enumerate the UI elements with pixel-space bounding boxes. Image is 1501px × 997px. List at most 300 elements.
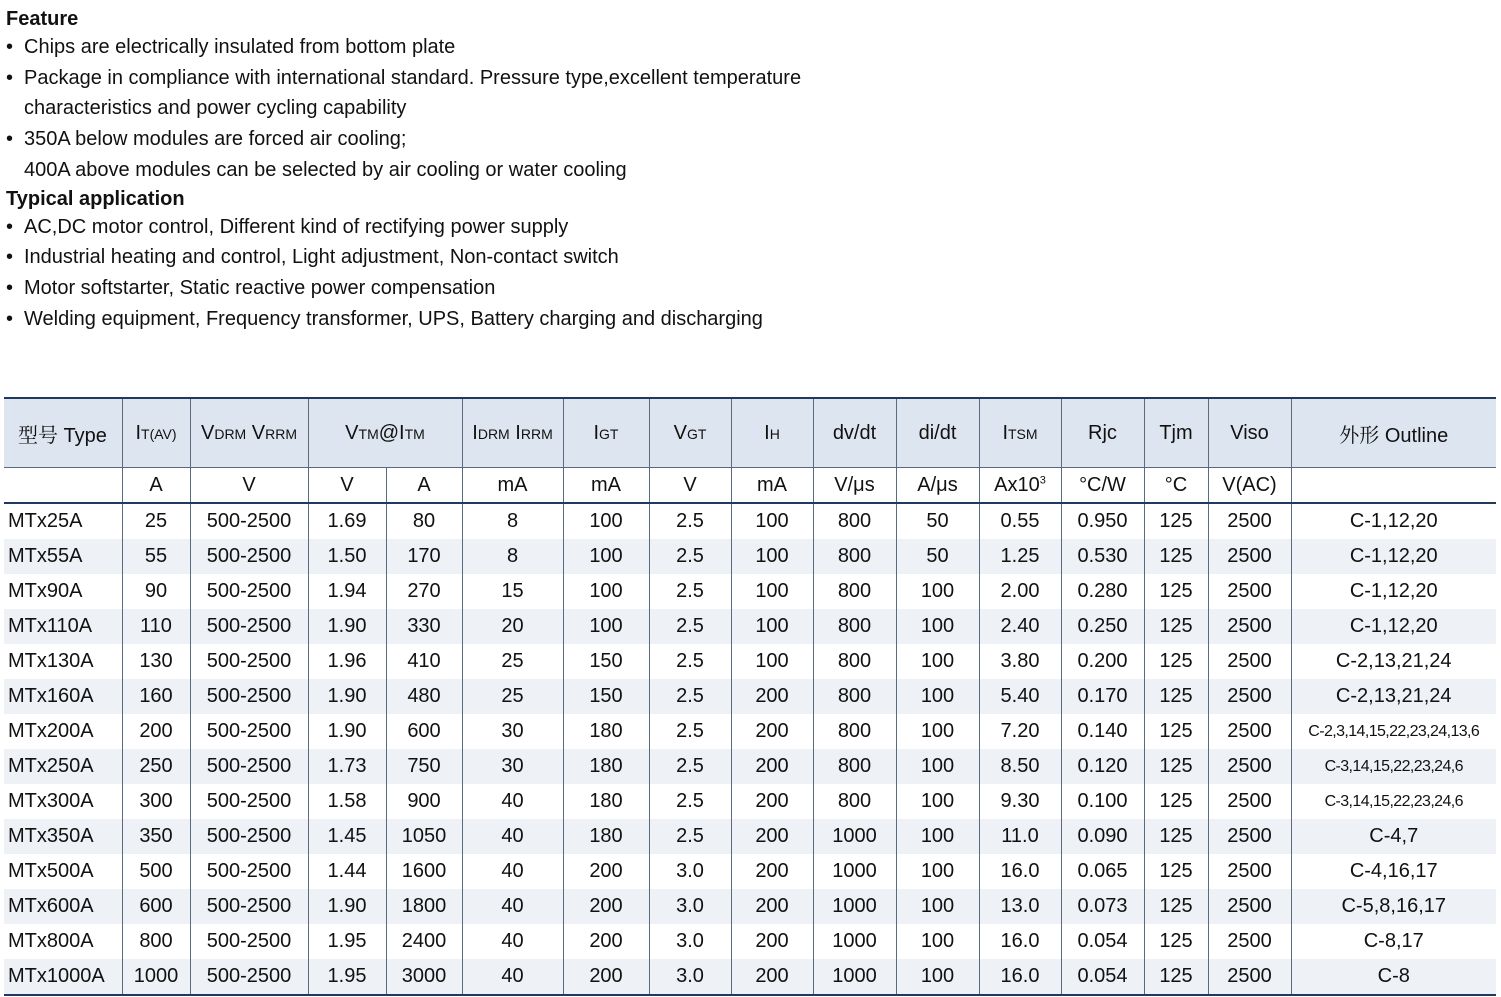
cell-viso: 2500 bbox=[1208, 539, 1291, 574]
table-row bbox=[4, 714, 1496, 749]
header-viso-label: Viso bbox=[1230, 421, 1269, 444]
unit-vgt: V bbox=[649, 468, 731, 504]
spec-table bbox=[4, 397, 1496, 996]
header-vgt-sub: GT bbox=[686, 425, 707, 442]
cell-didt: 100 bbox=[896, 924, 979, 959]
cell-viso: 2500 bbox=[1208, 854, 1291, 889]
cell-itsm: 3.80 bbox=[979, 644, 1061, 679]
cell-dvdt: 800 bbox=[813, 749, 896, 784]
cell-didt: 100 bbox=[896, 959, 979, 995]
cell-rjc: 0.250 bbox=[1061, 609, 1144, 644]
cell-outline: C-1,12,20 bbox=[1291, 574, 1496, 609]
cell-vdrm: 500-2500 bbox=[190, 679, 308, 714]
unit-tjm: °C bbox=[1144, 468, 1208, 504]
cell-igt: 180 bbox=[563, 819, 649, 854]
cell-type: MTx1000A bbox=[4, 959, 122, 995]
cell-type: MTx300A bbox=[8, 790, 94, 812]
header-vtm-main: V bbox=[345, 421, 359, 444]
cell-outline: C-1,12,20 bbox=[1291, 503, 1496, 539]
cell-igt: 200 bbox=[563, 889, 649, 924]
cell-it: 600 bbox=[122, 889, 190, 924]
cell-it: 160 bbox=[122, 679, 190, 714]
unit-itsm-exp: 3 bbox=[1039, 473, 1046, 486]
cell-ih: 200 bbox=[731, 959, 813, 995]
cell-ih: 200 bbox=[731, 679, 813, 714]
feature-item-line: Chips are electrically insulated from bottom plate bbox=[24, 36, 456, 58]
cell-rjc: 0.950 bbox=[1061, 503, 1144, 539]
cell-itm: 80 bbox=[386, 503, 462, 539]
cell-idrm: 25 bbox=[462, 644, 563, 679]
cell-vgt: 2.5 bbox=[649, 644, 731, 679]
cell-tjm: 125 bbox=[1144, 784, 1208, 819]
cell-tjm: 125 bbox=[1144, 854, 1208, 889]
header-at: @ bbox=[378, 421, 400, 444]
cell-viso: 2500 bbox=[1208, 609, 1291, 644]
cell-tjm: 125 bbox=[1144, 889, 1208, 924]
cell-itm: 1800 bbox=[386, 889, 462, 924]
header-vgt-main: V bbox=[673, 421, 687, 444]
cell-didt: 100 bbox=[896, 609, 979, 644]
cell-tjm: 125 bbox=[1144, 714, 1208, 749]
cell-tjm: 125 bbox=[1144, 749, 1208, 784]
header-idrm-main: I bbox=[472, 421, 478, 444]
cell-tjm: 125 bbox=[1144, 819, 1208, 854]
cell-dvdt: 1000 bbox=[813, 819, 896, 854]
feature-item-line: Package in compliance with international standard. Pressure type,excellent temperature bbox=[24, 66, 802, 89]
cell-ih: 100 bbox=[731, 574, 813, 609]
cell-vgt: 2.5 bbox=[649, 609, 731, 644]
cell-itsm: 7.20 bbox=[979, 714, 1061, 749]
cell-vgt: 3.0 bbox=[649, 924, 731, 959]
cell-vtm: 1.69 bbox=[308, 503, 386, 539]
cell-vgt: 3.0 bbox=[649, 854, 731, 889]
cell-idrm: 40 bbox=[462, 924, 563, 959]
cell-vtm: 1.58 bbox=[308, 784, 386, 819]
cell-it: 350 bbox=[122, 819, 190, 854]
cell-vtm: 1.90 bbox=[308, 679, 386, 714]
cell-dvdt: 800 bbox=[813, 574, 896, 609]
cell-itsm: 11.0 bbox=[979, 819, 1061, 854]
cell-itm: 600 bbox=[386, 714, 462, 749]
cell-viso: 2500 bbox=[1208, 749, 1291, 784]
cell-vgt: 2.5 bbox=[649, 539, 731, 574]
cell-viso: 2500 bbox=[1208, 819, 1291, 854]
cell-tjm: 125 bbox=[1144, 539, 1208, 574]
cell-dvdt: 800 bbox=[813, 609, 896, 644]
header-itm-sub: TM bbox=[404, 425, 425, 442]
table-row bbox=[4, 924, 1496, 959]
header-ih bbox=[731, 398, 813, 468]
cell-vdrm: 500-2500 bbox=[190, 644, 308, 679]
cell-vtm: 1.45 bbox=[308, 819, 386, 854]
application-item: • AC,DC motor control, Different kind of rectifying power supply bbox=[6, 212, 906, 243]
header-outline bbox=[1291, 398, 1496, 468]
cell-itsm: 16.0 bbox=[979, 854, 1061, 889]
unit-igt: mA bbox=[563, 468, 649, 504]
cell-dvdt: 800 bbox=[813, 503, 896, 539]
cell-vdrm: 500-2500 bbox=[190, 714, 308, 749]
cell-vtm: 1.90 bbox=[308, 714, 386, 749]
cell-idrm: 8 bbox=[462, 539, 563, 574]
cell-vdrm: 500-2500 bbox=[190, 924, 308, 959]
cell-type: MTx160A bbox=[4, 679, 122, 714]
cell-igt: 100 bbox=[563, 539, 649, 574]
cell-igt: 150 bbox=[563, 644, 649, 679]
unit-vdrm: V bbox=[190, 468, 308, 504]
spec-table-body bbox=[4, 503, 1496, 995]
cell-igt: 150 bbox=[563, 679, 649, 714]
cell-type: MTx110A bbox=[4, 609, 122, 644]
table-row bbox=[4, 539, 1496, 574]
cell-outline: C-4,7 bbox=[1291, 819, 1496, 854]
header-ih-main: I bbox=[764, 421, 770, 444]
cell-dvdt: 1000 bbox=[813, 959, 896, 995]
cell-rjc: 0.054 bbox=[1061, 924, 1144, 959]
cell-igt: 180 bbox=[563, 784, 649, 819]
cell-dvdt: 1000 bbox=[813, 854, 896, 889]
table-row bbox=[4, 644, 1496, 679]
header-itsm-main: I bbox=[1002, 421, 1008, 444]
feature-item-line: 350A below modules are forced air cooling; bbox=[24, 128, 407, 151]
cell-vtm: 1.73 bbox=[308, 749, 386, 784]
cell-dvdt: 800 bbox=[813, 714, 896, 749]
cell-idrm: 40 bbox=[462, 889, 563, 924]
cell-itm: 900 bbox=[386, 784, 462, 819]
cell-didt: 100 bbox=[896, 819, 979, 854]
intro-section bbox=[6, 6, 906, 334]
cell-type: MTx200A bbox=[8, 720, 94, 742]
cell-tjm: 125 bbox=[1144, 924, 1208, 959]
table-row bbox=[4, 889, 1496, 924]
table-row bbox=[4, 679, 1496, 714]
cell-itsm: 0.55 bbox=[979, 503, 1061, 539]
table-row bbox=[4, 784, 1496, 819]
cell-didt: 100 bbox=[896, 854, 979, 889]
cell-type: MTx130A bbox=[8, 650, 94, 672]
header-itm-main: I bbox=[399, 421, 405, 444]
cell-vdrm: 500-2500 bbox=[190, 784, 308, 819]
cell-igt: 100 bbox=[563, 574, 649, 609]
cell-idrm: 25 bbox=[462, 679, 563, 714]
application-list bbox=[6, 212, 906, 335]
cell-vgt: 2.5 bbox=[649, 679, 731, 714]
cell-rjc: 0.200 bbox=[1061, 644, 1144, 679]
table-row bbox=[4, 503, 1496, 539]
cell-dvdt: 1000 bbox=[813, 924, 896, 959]
header-dvdt bbox=[813, 398, 896, 468]
cell-ih: 100 bbox=[731, 644, 813, 679]
cell-type: MTx350A bbox=[4, 819, 122, 854]
cell-itm: 1600 bbox=[386, 854, 462, 889]
cell-itsm: 9.30 bbox=[979, 784, 1061, 819]
header-vtm-itm bbox=[308, 398, 462, 468]
application-item: • Welding equipment, Frequency transformer, UPS, Battery charging and discharging bbox=[6, 304, 906, 335]
feature-item-line: characteristics and power cycling capability bbox=[24, 97, 407, 120]
unit-vtm: V bbox=[308, 468, 386, 504]
header-itsm bbox=[979, 398, 1061, 468]
cell-tjm: 125 bbox=[1144, 609, 1208, 644]
cell-vgt: 2.5 bbox=[649, 574, 731, 609]
header-vgt bbox=[649, 398, 731, 468]
cell-didt: 100 bbox=[896, 784, 979, 819]
cell-itsm: 13.0 bbox=[979, 889, 1061, 924]
header-dvdt-label: dv/dt bbox=[832, 421, 877, 444]
cell-vdrm: 500-2500 bbox=[190, 574, 308, 609]
cell-rjc: 0.280 bbox=[1061, 574, 1144, 609]
cell-ih: 100 bbox=[731, 503, 813, 539]
cell-itm: 2400 bbox=[386, 924, 462, 959]
feature-list bbox=[6, 32, 906, 186]
unit-rjc: °C/W bbox=[1061, 468, 1144, 504]
header-irrm-main: I bbox=[515, 421, 521, 444]
cell-type: MTx800A bbox=[8, 930, 94, 952]
cell-vgt: 3.0 bbox=[649, 889, 731, 924]
cell-igt: 100 bbox=[563, 609, 649, 644]
cell-viso: 2500 bbox=[1208, 503, 1291, 539]
cell-outline: C-8,17 bbox=[1291, 924, 1496, 959]
cell-rjc: 0.530 bbox=[1061, 539, 1144, 574]
cell-ih: 200 bbox=[731, 889, 813, 924]
header-type-label: 型号 Type bbox=[18, 424, 107, 447]
feature-item bbox=[6, 124, 906, 185]
cell-it: 110 bbox=[122, 609, 190, 644]
cell-it: 1000 bbox=[122, 959, 190, 995]
header-idrm-sub: DRM bbox=[477, 425, 510, 442]
table-row bbox=[4, 959, 1496, 995]
cell-viso: 2500 bbox=[1208, 644, 1291, 679]
unit-idrm: mA bbox=[462, 468, 563, 504]
cell-vgt: 2.5 bbox=[649, 749, 731, 784]
table-row bbox=[4, 749, 1496, 784]
cell-itm: 170 bbox=[386, 539, 462, 574]
cell-outline: C-1,12,20 bbox=[1291, 539, 1496, 574]
unit-type bbox=[4, 468, 122, 504]
cell-outline: C-2,13,21,24 bbox=[1291, 644, 1496, 679]
cell-outline: C-5,8,16,17 bbox=[1291, 889, 1496, 924]
unit-didt: A/μs bbox=[896, 468, 979, 504]
header-it-sub: T(AV) bbox=[141, 425, 177, 442]
cell-ih: 200 bbox=[731, 854, 813, 889]
cell-igt: 200 bbox=[563, 924, 649, 959]
units-row bbox=[4, 468, 1496, 504]
cell-vdrm: 500-2500 bbox=[190, 609, 308, 644]
cell-didt: 100 bbox=[896, 889, 979, 924]
cell-igt: 180 bbox=[563, 749, 649, 784]
cell-type: MTx55A bbox=[4, 539, 122, 574]
cell-vgt: 2.5 bbox=[649, 819, 731, 854]
header-idrm-irrm bbox=[462, 398, 563, 468]
cell-tjm: 125 bbox=[1144, 959, 1208, 995]
cell-didt: 100 bbox=[896, 679, 979, 714]
header-vtm-sub: TM bbox=[358, 425, 379, 442]
cell-didt: 100 bbox=[896, 714, 979, 749]
cell-ih: 100 bbox=[731, 609, 813, 644]
cell-itm: 480 bbox=[386, 679, 462, 714]
cell-it: 300 bbox=[122, 784, 190, 819]
cell-outline: C-8 bbox=[1291, 959, 1496, 995]
header-didt bbox=[896, 398, 979, 468]
cell-outline: C-3,14,15,22,23,24,6 bbox=[1291, 784, 1496, 819]
cell-itsm: 16.0 bbox=[979, 959, 1061, 995]
cell-vtm: 1.95 bbox=[308, 959, 386, 995]
cell-rjc: 0.073 bbox=[1061, 889, 1144, 924]
feature-item bbox=[6, 32, 906, 63]
cell-vgt: 2.5 bbox=[649, 784, 731, 819]
cell-rjc: 0.170 bbox=[1061, 679, 1144, 714]
cell-vtm: 1.90 bbox=[308, 889, 386, 924]
cell-didt: 100 bbox=[896, 644, 979, 679]
cell-it: 500 bbox=[122, 854, 190, 889]
unit-itm: A bbox=[386, 468, 462, 504]
cell-vgt: 3.0 bbox=[649, 959, 731, 995]
cell-viso: 2500 bbox=[1208, 574, 1291, 609]
header-type bbox=[4, 398, 122, 468]
cell-itm: 330 bbox=[386, 609, 462, 644]
unit-viso: V(AC) bbox=[1208, 468, 1291, 504]
header-rjc-label: Rjc bbox=[1088, 421, 1117, 444]
feature-heading: Feature bbox=[6, 8, 79, 30]
cell-dvdt: 800 bbox=[813, 784, 896, 819]
header-it-main: I bbox=[135, 421, 142, 444]
cell-vtm: 1.94 bbox=[308, 574, 386, 609]
table-row bbox=[4, 609, 1496, 644]
cell-idrm: 30 bbox=[462, 714, 563, 749]
cell-type: MTx90A bbox=[8, 580, 83, 602]
cell-viso: 2500 bbox=[1208, 889, 1291, 924]
cell-itsm: 5.40 bbox=[979, 679, 1061, 714]
cell-dvdt: 800 bbox=[813, 539, 896, 574]
cell-idrm: 40 bbox=[462, 819, 563, 854]
cell-vdrm: 500-2500 bbox=[190, 503, 308, 539]
cell-didt: 100 bbox=[896, 749, 979, 784]
header-igt bbox=[563, 398, 649, 468]
cell-type: MTx250A bbox=[4, 749, 122, 784]
cell-itsm: 16.0 bbox=[979, 924, 1061, 959]
cell-itm: 750 bbox=[386, 749, 462, 784]
cell-vtm: 1.95 bbox=[308, 924, 386, 959]
cell-outline: C-2,3,14,15,22,23,24,13,6 bbox=[1291, 714, 1496, 749]
header-ih-sub: H bbox=[769, 425, 780, 442]
cell-vtm: 1.44 bbox=[308, 854, 386, 889]
cell-it: 200 bbox=[122, 714, 190, 749]
cell-it: 800 bbox=[122, 924, 190, 959]
header-tjm-label: Tjm bbox=[1159, 421, 1193, 444]
cell-idrm: 20 bbox=[462, 609, 563, 644]
feature-item-line: 400A above modules can be selected by air cooling or water cooling bbox=[24, 158, 627, 181]
cell-it: 130 bbox=[122, 644, 190, 679]
table-row bbox=[4, 819, 1496, 854]
cell-rjc: 0.054 bbox=[1061, 959, 1144, 995]
cell-vgt: 2.5 bbox=[649, 714, 731, 749]
cell-outline: C-1,12,20 bbox=[1291, 609, 1496, 644]
cell-rjc: 0.090 bbox=[1061, 819, 1144, 854]
feature-item bbox=[6, 63, 906, 124]
header-igt-main: I bbox=[593, 421, 600, 444]
application-item: • Industrial heating and control, Light adjustment, Non-contact switch bbox=[6, 242, 906, 273]
unit-dvdt: V/μs bbox=[813, 468, 896, 504]
cell-itm: 270 bbox=[386, 574, 462, 609]
cell-vtm: 1.50 bbox=[308, 539, 386, 574]
cell-ih: 200 bbox=[731, 784, 813, 819]
cell-idrm: 40 bbox=[462, 959, 563, 995]
cell-idrm: 40 bbox=[462, 784, 563, 819]
header-outline-label: 外形 Outline bbox=[1339, 424, 1449, 447]
cell-viso: 2500 bbox=[1208, 679, 1291, 714]
cell-it: 25 bbox=[122, 503, 190, 539]
header-vrrm-main: V bbox=[251, 421, 266, 444]
application-item: • Motor softstarter, Static reactive power compensation bbox=[6, 273, 906, 304]
cell-vgt: 2.5 bbox=[649, 503, 731, 539]
unit-outline bbox=[1291, 468, 1496, 504]
cell-itsm: 1.25 bbox=[979, 539, 1061, 574]
unit-itsm-main: Ax10 bbox=[994, 473, 1040, 496]
unit-ih: mA bbox=[731, 468, 813, 504]
cell-ih: 100 bbox=[731, 539, 813, 574]
cell-rjc: 0.100 bbox=[1061, 784, 1144, 819]
cell-it: 250 bbox=[122, 749, 190, 784]
cell-outline: C-2,13,21,24 bbox=[1291, 679, 1496, 714]
cell-tjm: 125 bbox=[1144, 644, 1208, 679]
header-vdrm-main: V bbox=[200, 421, 215, 444]
header-igt-sub: GT bbox=[599, 425, 619, 442]
header-didt-label: di/dt bbox=[918, 421, 957, 444]
cell-igt: 200 bbox=[563, 959, 649, 995]
cell-vdrm: 500-2500 bbox=[190, 854, 308, 889]
header-vdrm-sub: DRM bbox=[214, 425, 247, 442]
table-row bbox=[4, 854, 1496, 889]
cell-ih: 200 bbox=[731, 819, 813, 854]
cell-itsm: 2.00 bbox=[979, 574, 1061, 609]
cell-igt: 180 bbox=[563, 714, 649, 749]
unit-itsm bbox=[979, 468, 1061, 504]
cell-idrm: 40 bbox=[462, 854, 563, 889]
cell-rjc: 0.120 bbox=[1061, 749, 1144, 784]
cell-ih: 200 bbox=[731, 749, 813, 784]
header-tjm bbox=[1144, 398, 1208, 468]
header-row bbox=[4, 398, 1496, 468]
cell-vtm: 1.90 bbox=[308, 609, 386, 644]
table-row bbox=[4, 574, 1496, 609]
cell-igt: 100 bbox=[563, 503, 649, 539]
application-heading: Typical application bbox=[6, 187, 185, 210]
cell-tjm: 125 bbox=[1144, 574, 1208, 609]
cell-idrm: 30 bbox=[462, 749, 563, 784]
cell-didt: 50 bbox=[896, 539, 979, 574]
cell-itsm: 8.50 bbox=[979, 749, 1061, 784]
cell-viso: 2500 bbox=[1208, 714, 1291, 749]
cell-itm: 1050 bbox=[386, 819, 462, 854]
cell-viso: 2500 bbox=[1208, 784, 1291, 819]
cell-ih: 200 bbox=[731, 714, 813, 749]
cell-vtm: 1.96 bbox=[308, 644, 386, 679]
header-viso bbox=[1208, 398, 1291, 468]
header-itsm-sub: TSM bbox=[1008, 425, 1038, 442]
header-vrrm-sub: RRM bbox=[265, 425, 298, 442]
cell-itm: 410 bbox=[386, 644, 462, 679]
cell-dvdt: 800 bbox=[813, 644, 896, 679]
cell-dvdt: 1000 bbox=[813, 889, 896, 924]
cell-dvdt: 800 bbox=[813, 679, 896, 714]
cell-rjc: 0.140 bbox=[1061, 714, 1144, 749]
cell-vdrm: 500-2500 bbox=[190, 819, 308, 854]
cell-outline: C-3,14,15,22,23,24,6 bbox=[1291, 749, 1496, 784]
cell-didt: 100 bbox=[896, 574, 979, 609]
cell-itm: 3000 bbox=[386, 959, 462, 995]
cell-outline: C-4,16,17 bbox=[1291, 854, 1496, 889]
cell-itsm: 2.40 bbox=[979, 609, 1061, 644]
header-vdrm-vrrm bbox=[190, 398, 308, 468]
cell-idrm: 15 bbox=[462, 574, 563, 609]
